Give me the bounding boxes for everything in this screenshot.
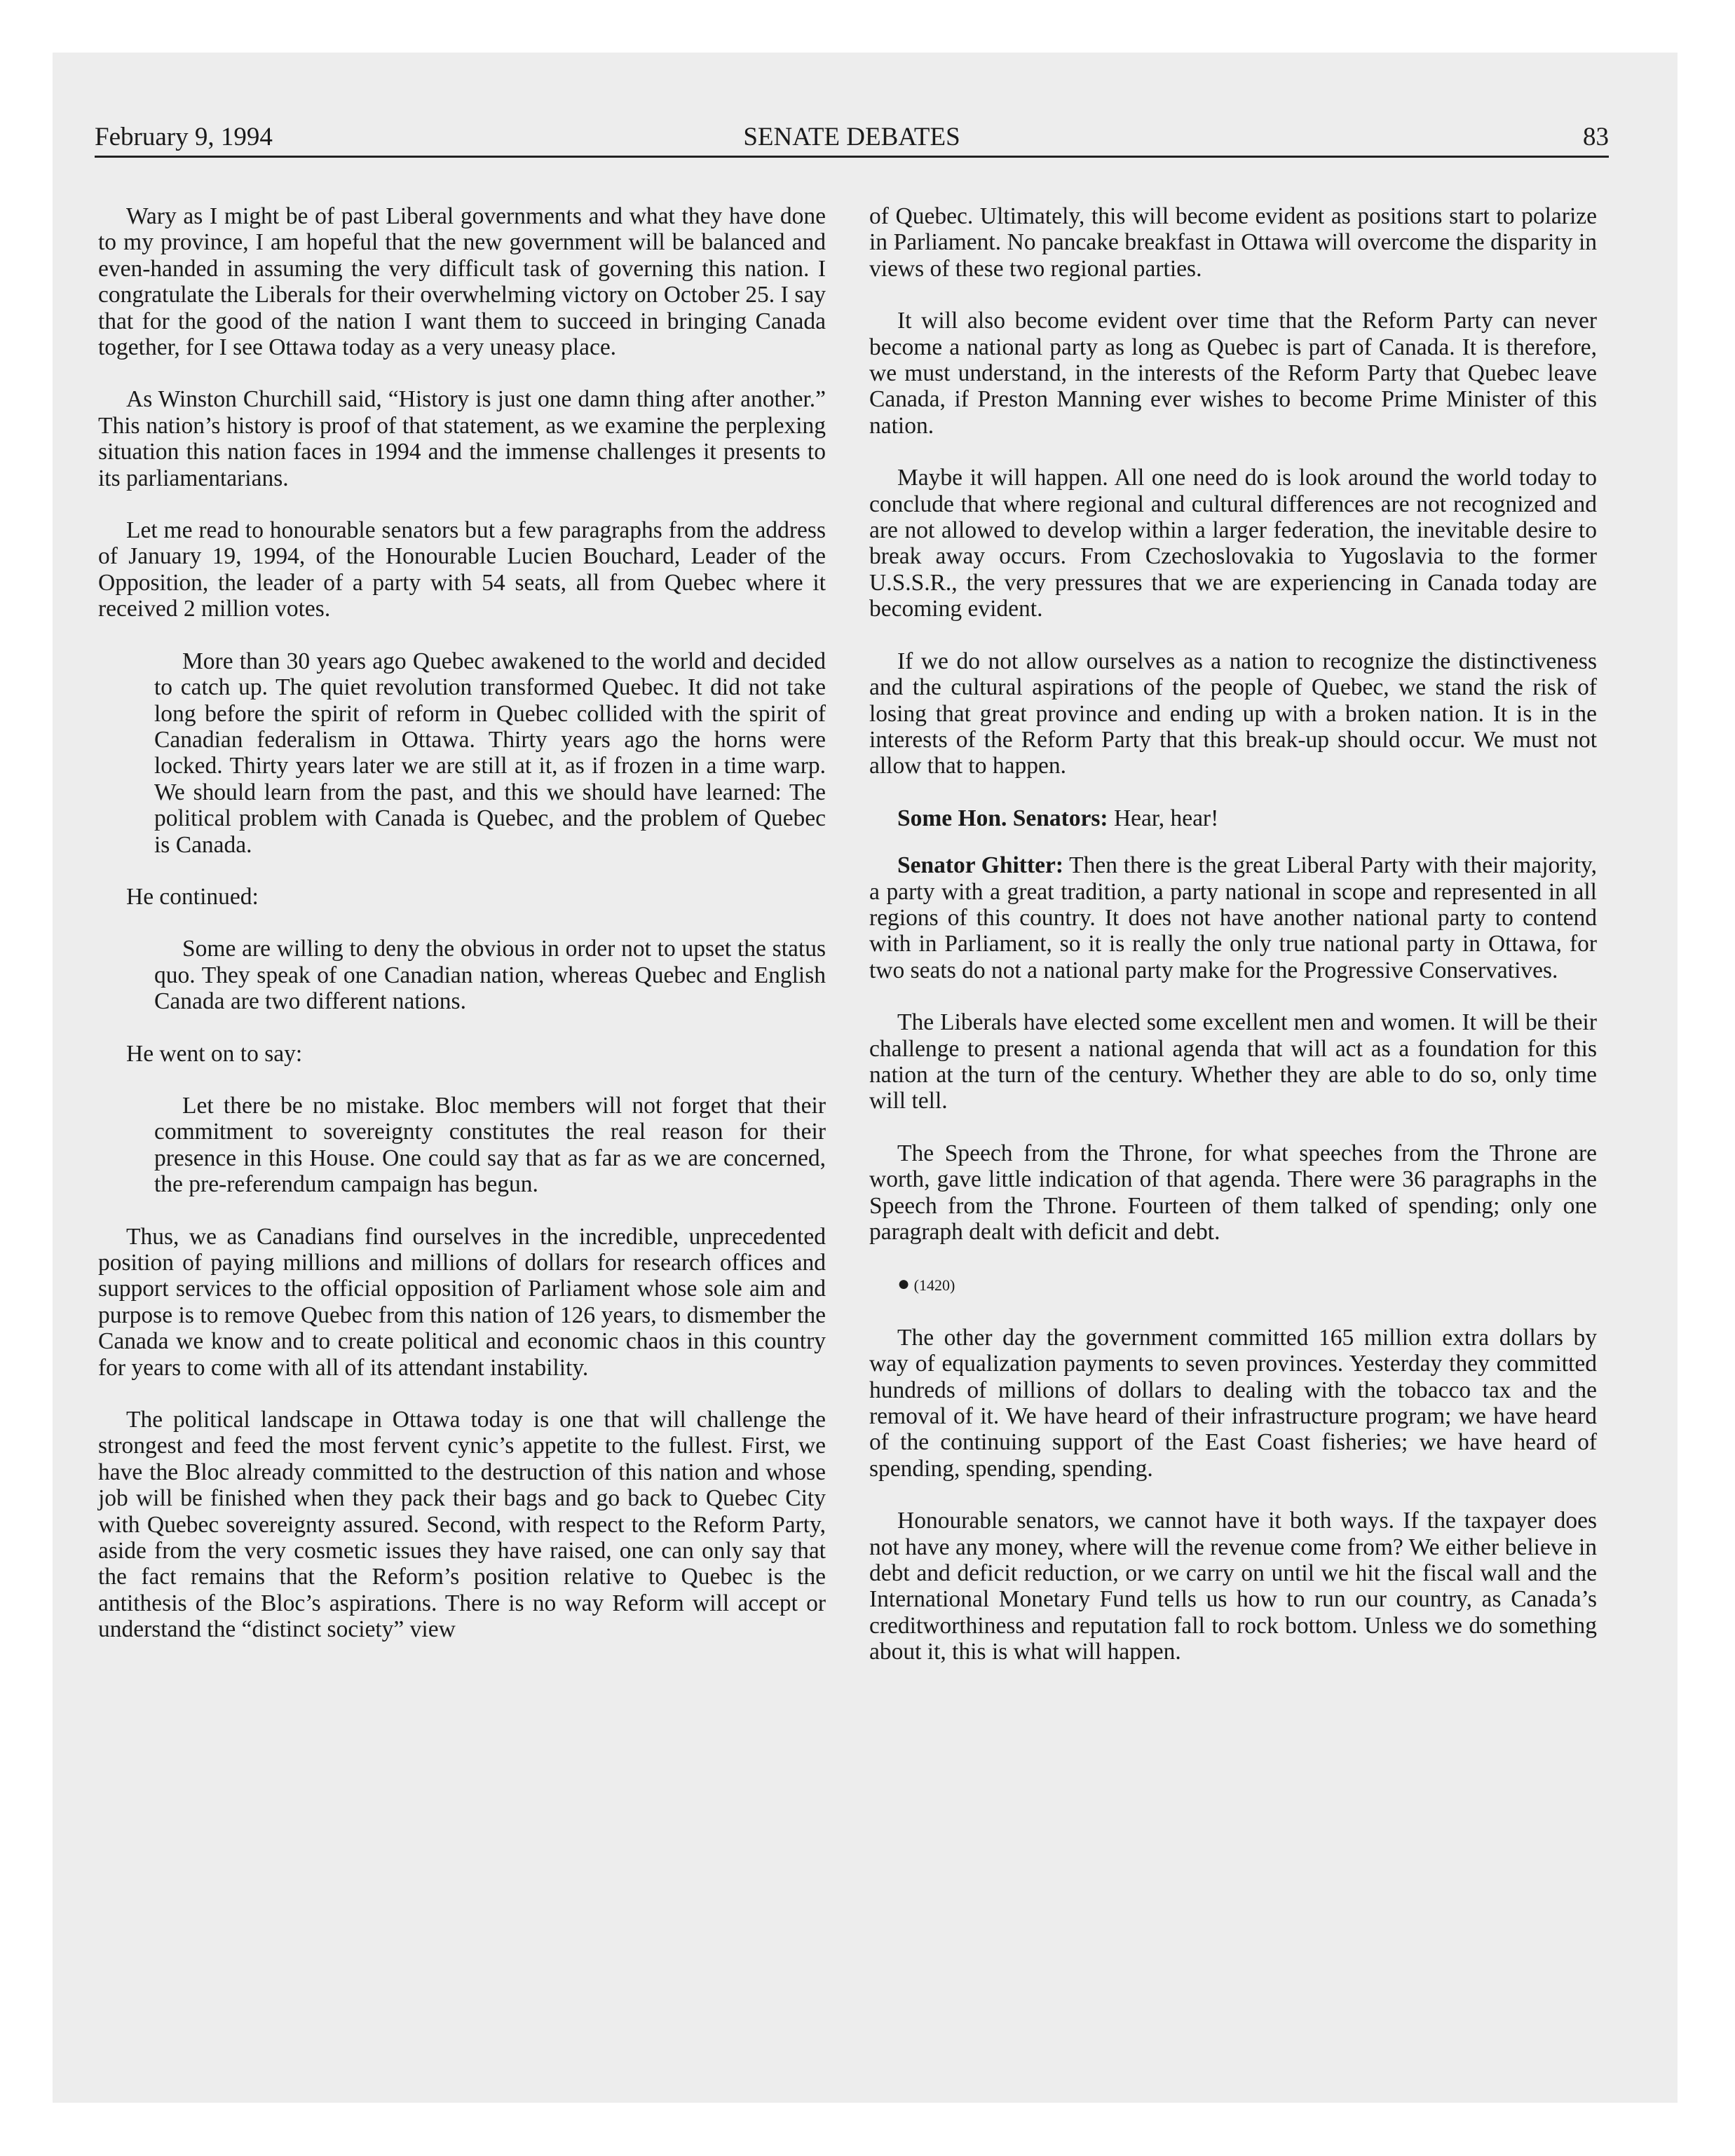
paragraph: It will also become evident over time that the Reform Party can never become a national party as long as Quebec is part of Canada. It is therefore, we must understand, in the interests of the Reform Party that Quebec leave Canada, if Preston Manning ever wishes to become Prime Minister of this nation. [869,308,1597,439]
left-column [98,203,826,1669]
paragraph: The Speech from the Throne, for what speeches from the Throne are worth, gave little indication of that agenda. There were 36 paragraphs in the Speech from the Throne. Fourteen of them talked of spending; only one paragraph dealt with deficit and debt. [869,1140,1597,1245]
paragraph: He went on to say: [126,1040,303,1067]
header-date: February 9, 1994 [95,123,273,151]
speaker-name: Senator Ghitter: [897,852,1064,879]
paragraph: As Winston Churchill said, “History is just one damn thing after another.” This nation’s history is proof of that statement, as we examine the perplexing situation this nation faces in 1994 and the immense challenges it presents to its parliamentarians. [98,386,826,491]
paragraph: Let me read to honourable senators but a few paragraphs from the address of January 19, 1994, of the Honourable Lucien Bouchard, Leader of the Opposition, the leader of a party with 54 seats, all from Quebec where it received 2 million votes. [98,517,826,622]
time-marker [897,1271,1597,1298]
paragraph: The political landscape in Ottawa today is one that will challenge the strongest and feed the most fervent cynic’s appetite to the fullest. First, we have the Bloc already committed to the destruction of this nation and whose job will be finished when they pack their bags and go back to Quebec City with Quebec sovereignty assured. Second, with respect to the Reform Party, aside from the very cosmetic issues they have raised, one can only say that the fact remains that the Reform’s position relative to Quebec is the antithesis of the Bloc’s aspirations. There is no way Reform will accept or understand the “distinct society” view [98,1407,826,1643]
bullet-icon: ● [897,1272,911,1296]
speaker-name: Some Hon. Senators: [897,805,1108,831]
block-quote: Let there be no mistake. Bloc members will not forget that their commitment to sovereignty constitutes the real reason for their presence in this House. One could say that as far as we are concerned, the pre-referendum campaign has begun. [154,1092,826,1198]
block-quote: Some are willing to deny the obvious in order not to upset the status quo. They speak of one Canadian nation, whereas Quebec and English Canada are two different nations. [154,936,826,1015]
speech-paragraph [869,852,1597,983]
paragraph: Thus, we as Canadians find ourselves in the incredible, unprecedented position of paying millions and millions of dollars for research offices and support services to the official opposition of Parliament whose sole aim and purpose is to remove Quebec from this nation of 126 years, to dismember the Canada we know and to create political and economic chaos in this country for years to come with all of its attendant instability. [98,1223,826,1381]
right-column [869,203,1597,1691]
header-title: SENATE DEBATES [743,123,960,151]
block-quote: More than 30 years ago Quebec awakened to the world and decided to catch up. The quiet revolution transformed Quebec. It did not take long before the spirit of reform in Quebec collided with the spirit of Canadian federalism in Ottawa. Thirty years ago the horns were locked. Thirty years later we are still at it, as if frozen in a time warp. We should learn from the past, and this we should have learned: The political problem with Canada is Quebec, and the problem of Quebec is Canada. [154,648,826,858]
paragraph: Honourable senators, we cannot have it both ways. If the taxpayer does not have any money, where will the revenue come from? We either believe in debt and deficit reduction, or we carry on until we hit the fiscal wall and the International Monetary Fund tells us how to run our country, as Canada’s creditworthiness and reputation fall to rock bottom. Unless we do something about it, this is what will happen. [869,1508,1597,1665]
paragraph: Wary as I might be of past Liberal governments and what they have done to my province, I am hopeful that the new government will be balanced and even-handed in assuming the very difficult task of governing this nation. I congratulate the Liberals for their overwhelming victory on October 25. I say that for the good of the nation I want them to succeed in bringing Canada together, for I see Ottawa today as a very uneasy place. [98,203,826,361]
interjection-text: Hear, hear! [1113,805,1219,831]
speech-text: Then there is the great Liberal Party with their majority, a party with a great tradition, a party national in scope and represented in all regions of this country. It does not have another national party to contend with in Parliament, so it is really the only true national party in Ottawa, for two seats do not a national party make for the Progressive Conservatives. [869,852,1597,983]
time-marker-text: (1420) [913,1276,955,1295]
interjection [869,805,1597,831]
paragraph: Maybe it will happen. All one need do is look around the world today to conclude that where regional and cultural differences are not recognized and are not allowed to develop within a larger federation, the inevitable desire to break away occurs. From Czechoslovakia to Yugoslavia to the former U.S.S.R., the very pressures that we are experiencing in Canada today are becoming evident. [869,465,1597,622]
paragraph: The Liberals have elected some excellent men and women. It will be their challenge to present a national agenda that will act as a foundation for this nation at the turn of the century. Whether they are able to do so, only time will tell. [869,1009,1597,1114]
paragraph: of Quebec. Ultimately, this will become evident as positions start to polarize in Parliament. No pancake breakfast in Ottawa will overcome the disparity in views of these two regional parties. [869,203,1597,282]
paragraph: He continued: [126,883,259,910]
paragraph: If we do not allow ourselves as a nation to recognize the distinctiveness and the cultural aspirations of the people of Quebec, we stand the risk of losing that great province and ending up with a broken nation. It is in the interests of the Reform Party that this break-up should occur. We must not allow that to happen. [869,648,1597,779]
page-number: 83 [1583,123,1609,151]
paragraph: The other day the government committed 165 million extra dollars by way of equalization payments to seven provinces. Yesterday they committed hundreds of millions of dollars to dealing with the tobacco tax and the removal of it. We have heard of their infrastructure program; we have heard of the continuing support of the East Coast fisheries; we have heard of spending, spending, spending. [869,1324,1597,1482]
page-header [95,119,1609,158]
